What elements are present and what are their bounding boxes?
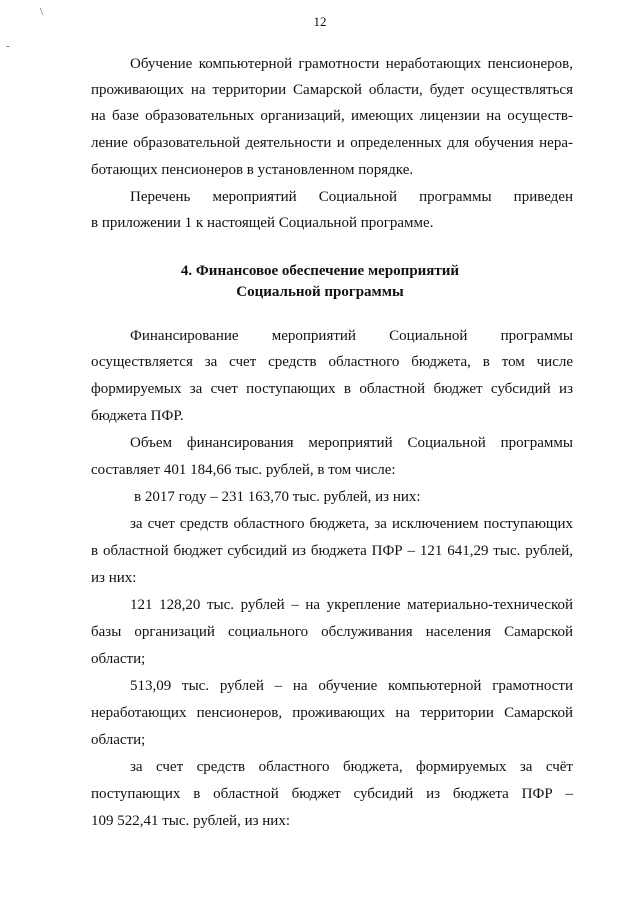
paragraph-1-line-4: ление образовательной деятельности и определенных для обучения нера- xyxy=(91,135,573,151)
paragraph-6-line-3: из них: xyxy=(91,570,137,586)
paragraph-9-line-3: 109 522,41 тыс. рублей, из них: xyxy=(91,813,290,829)
paragraph-1-line-3: на базе образовательных организаций, имеющих лицензии на осуществ- xyxy=(91,108,573,124)
paragraph-8-line-2: неработающих пенсионеров, проживающих на территории Самарской xyxy=(91,705,573,721)
paragraph-1-line-1: Обучение компьютерной грамотности неработающих пенсионеров, xyxy=(130,56,573,72)
paragraph-6-line-1: за счет средств областного бюджета, за исключением поступающих xyxy=(130,516,573,532)
paragraph-4-line-2: составляет 401 184,66 тыс. рублей, в том числе: xyxy=(91,462,396,478)
paragraph-1-line-5: ботающих пенсионеров в установленном порядке. xyxy=(91,162,414,178)
paragraph-3-line-3: формируемых за счет поступающих в областной бюджет субсидий из xyxy=(91,381,573,397)
page-number: 12 xyxy=(313,14,327,29)
paragraph-2-line-2: в приложении 1 к настоящей Социальной программе. xyxy=(91,215,434,231)
paragraph-8-line-3: области; xyxy=(91,732,146,748)
paragraph-7-line-2: базы организаций социального обслуживания населения Самарской xyxy=(91,624,573,640)
paragraph-3-line-1: Финансирование мероприятий Социальной программы xyxy=(130,328,573,344)
paragraph-5-line-1: в 2017 году – 231 163,70 тыс. рублей, из них: xyxy=(134,489,421,505)
corner-mark-left: - xyxy=(6,40,10,52)
paragraph-9-line-2: поступающих в областной бюджет субсидий из бюджета ПФР – xyxy=(91,786,573,802)
paragraph-2-line-1: Перечень мероприятий Социальной программы приведен xyxy=(130,189,573,205)
paragraph-6-line-2: в областной бюджет субсидий из бюджета ПФР – 121 641,29 тыс. рублей, xyxy=(91,543,573,559)
paragraph-7-line-1: 121 128,20 тыс. рублей – на укрепление материально-технической xyxy=(130,597,573,613)
paragraph-3-line-4: бюджета ПФР. xyxy=(91,408,184,424)
corner-mark-top: \ xyxy=(40,6,44,18)
section-heading-line-2: Социальной программы xyxy=(236,284,404,300)
paragraph-7-line-3: области; xyxy=(91,651,146,667)
section-heading-line-1: 4. Финансовое обеспечение мероприятий xyxy=(180,263,460,279)
paragraph-8-line-1: 513,09 тыс. рублей – на обучение компьютерной грамотности xyxy=(130,678,573,694)
paragraph-9-line-1: за счет средств областного бюджета, формируемых за счёт xyxy=(130,759,573,775)
paragraph-4-line-1: Объем финансирования мероприятий Социальной программы xyxy=(130,435,573,451)
paragraph-3-line-2: осуществляется за счет средств областного бюджета, в том числе xyxy=(91,354,573,370)
paragraph-1-line-2: проживающих на территории Самарской области, будет осуществляться xyxy=(91,82,573,98)
